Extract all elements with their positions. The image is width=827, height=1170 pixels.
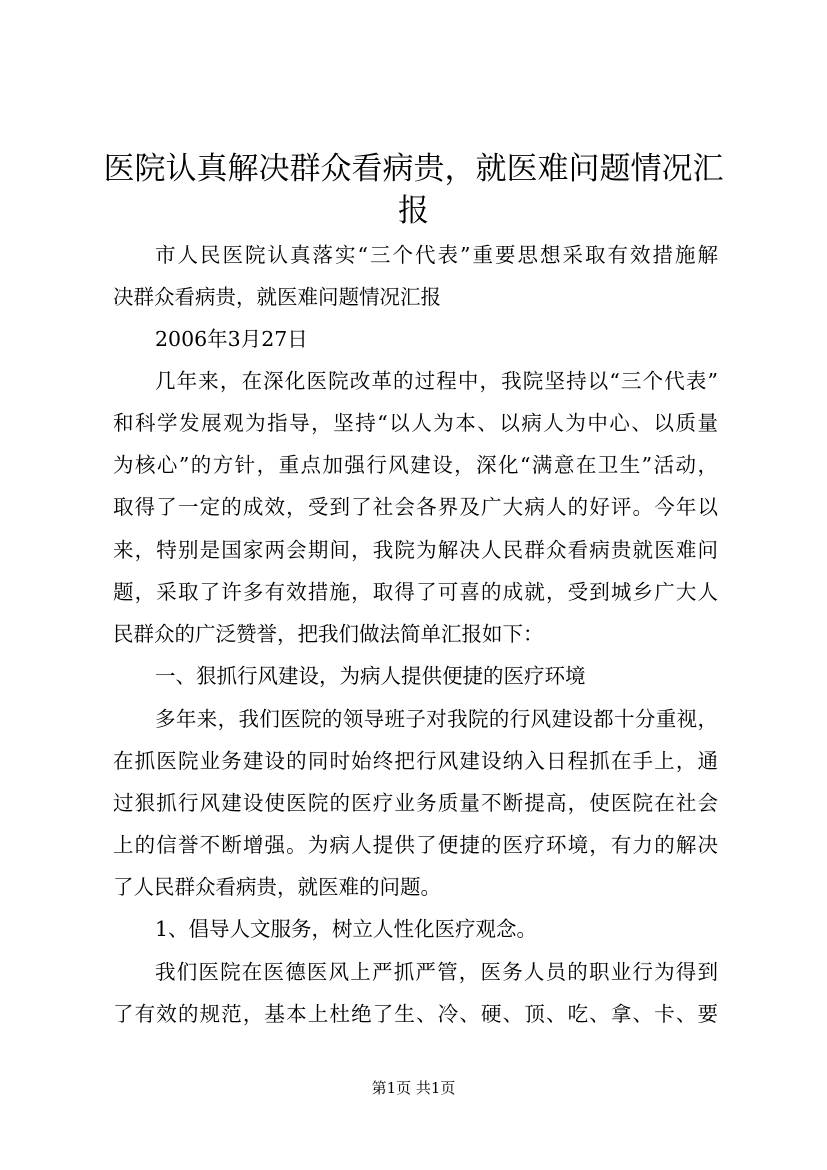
text-line: 上的信誉不断增强。为病人提供了便捷的医疗环境，有力的解决 bbox=[113, 833, 718, 857]
text-line: 决群众看病贵，就医难问题情况汇报 bbox=[113, 285, 441, 309]
text-line: 多年来，我们医院的领导班子对我院的行风建设都十分重视， bbox=[155, 707, 718, 731]
text-line: 在抓医院业务建设的同时始终把行风建设纳入日程抓在手上，通 bbox=[113, 749, 718, 773]
text-line: 了有效的规范，基本上杜绝了生、冷、硬、顶、吃、拿、卡、要 bbox=[113, 1002, 718, 1026]
text-line: 题，采取了许多有效措施，取得了可喜的成就，受到城乡广大人 bbox=[113, 580, 718, 604]
text-line: 了人民群众看病贵，就医难的问题。 bbox=[113, 875, 441, 899]
text-line: 为核心”的方针，重点加强行风建设，深化“满意在卫生”活动， bbox=[113, 453, 718, 477]
text-line: 来，特别是国家两会期间，我院为解决人民群众看病贵就医难问 bbox=[113, 538, 718, 562]
text-line: 市人民医院认真落实“三个代表”重要思想采取有效措施解 bbox=[155, 243, 718, 267]
text-line: 几年来，在深化医院改革的过程中，我院坚持以“三个代表” bbox=[155, 369, 718, 393]
text-line: 我们医院在医德医风上严抓严管，医务人员的职业行为得到 bbox=[155, 960, 718, 984]
text-line: 2006年3月27日 bbox=[155, 327, 308, 351]
text-line: 一、狠抓行风建设，为病人提供便捷的医疗环境 bbox=[155, 664, 586, 688]
text-line: 和科学发展观为指导，坚持“以人为本、以病人为中心、以质量 bbox=[113, 411, 718, 435]
page-footer: 第1页 共1页 bbox=[371, 1079, 456, 1097]
text-line: 1、倡导人文服务，树立人性化医疗观念。 bbox=[155, 917, 538, 941]
title-line-1: 医院认真解决群众看病贵，就医难问题情况汇 bbox=[103, 151, 724, 187]
text-line: 取得了一定的成效，受到了社会各界及广大病人的好评。今年以 bbox=[113, 495, 718, 519]
title-line-2: 报 bbox=[398, 193, 429, 229]
text-line: 民群众的广泛赞誉，把我们做法简单汇报如下： bbox=[113, 622, 544, 646]
text-line: 过狠抓行风建设使医院的医疗业务质量不断提高，使医院在社会 bbox=[113, 791, 718, 815]
